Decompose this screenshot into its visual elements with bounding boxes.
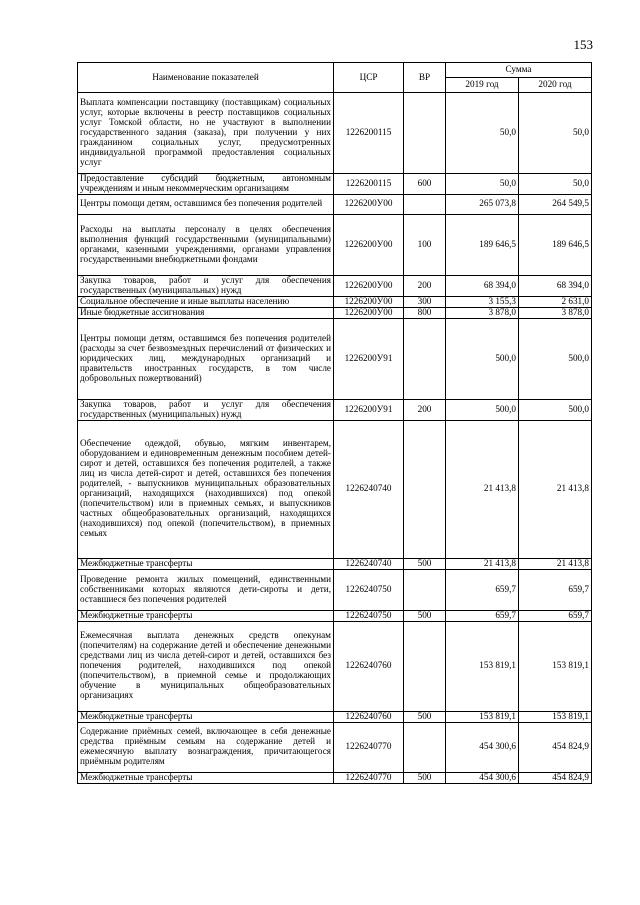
table-row: [78, 93, 592, 174]
row-amount-2019: 21 413,8: [446, 420, 519, 558]
header-csr: ЦСР: [334, 63, 404, 93]
row-amount-2020: 264 549,5: [519, 194, 592, 214]
row-vr: 800: [404, 307, 446, 318]
row-amount-2020: 21 413,8: [519, 420, 592, 558]
row-vr: [404, 318, 446, 399]
row-name: Социальное обеспечение и иные выплаты населению: [78, 296, 334, 307]
row-amount-2020: 153 819,1: [519, 711, 592, 722]
table-row: [78, 610, 592, 621]
row-name: Межбюджетные трансферты: [78, 558, 334, 569]
table-row: [78, 174, 592, 195]
row-amount-2019: 21 413,8: [446, 558, 519, 569]
row-amount-2019: 68 394,0: [446, 275, 519, 296]
row-amount-2019: 189 646,5: [446, 214, 519, 275]
table-row: [78, 722, 592, 772]
row-csr: 1226240740: [334, 420, 404, 558]
header-sum: Сумма: [446, 63, 592, 78]
row-name: Центры помощи детям, оставшимся без попечения родителей (расходы за счет безвозмездных перечислений от физических и юридических лиц, международных организаций и правительств иностранных государств, в том числе добровольных пожертвований): [78, 318, 334, 399]
header-year-2019: 2019 год: [446, 78, 519, 93]
row-name: Содержание приёмных семей, включающее в себя денежные средства приёмным семьям на содержание детей и ежемесячную выплату вознаграждения, причитающегося приёмным родителям: [78, 722, 334, 772]
row-amount-2019: 3 878,0: [446, 307, 519, 318]
row-vr: [404, 621, 446, 711]
table-body: [78, 93, 592, 784]
table-row: [78, 307, 592, 318]
row-amount-2020: 500,0: [519, 399, 592, 420]
table-row: [78, 420, 592, 558]
row-amount-2019: 454 300,6: [446, 722, 519, 772]
header-name: Наименование показателей: [78, 63, 334, 93]
header-year-2020: 2020 год: [519, 78, 592, 93]
row-vr: 200: [404, 275, 446, 296]
row-vr: 500: [404, 711, 446, 722]
row-vr: [404, 569, 446, 610]
row-csr: 1226200У00: [334, 214, 404, 275]
row-name: Иные бюджетные ассигнования: [78, 307, 334, 318]
row-amount-2019: 3 155,3: [446, 296, 519, 307]
row-name: Расходы на выплаты персоналу в целях обеспечения выполнения функций государственными (муниципальными) органами, казенными учреждениями, органами управления государственными внебюджетными фондами: [78, 214, 334, 275]
row-name: Закупка товаров, работ и услуг для обеспечения государственных (муниципальных) нужд: [78, 275, 334, 296]
row-vr: 300: [404, 296, 446, 307]
row-amount-2020: 500,0: [519, 318, 592, 399]
row-amount-2019: 153 819,1: [446, 711, 519, 722]
row-amount-2019: 50,0: [446, 93, 519, 174]
row-amount-2020: 21 413,8: [519, 558, 592, 569]
row-name: Межбюджетные трансферты: [78, 711, 334, 722]
row-vr: 500: [404, 610, 446, 621]
table-row: [78, 621, 592, 711]
row-csr: 1226200У00: [334, 307, 404, 318]
row-name: Проведение ремонта жилых помещений, единственными собственниками которых являются дети-сироты и дети, оставшиеся без попечения родителей: [78, 569, 334, 610]
table-row: [78, 399, 592, 420]
row-csr: 1226200115: [334, 93, 404, 174]
row-vr: [404, 722, 446, 772]
row-csr: 1226200У91: [334, 318, 404, 399]
row-amount-2019: 500,0: [446, 399, 519, 420]
row-name: Закупка товаров, работ и услуг для обеспечения государственных (муниципальных) нужд: [78, 399, 334, 420]
row-amount-2019: 50,0: [446, 174, 519, 195]
row-csr: 1226240750: [334, 569, 404, 610]
row-name: Межбюджетные трансферты: [78, 610, 334, 621]
row-amount-2020: 153 819,1: [519, 621, 592, 711]
row-amount-2020: 659,7: [519, 610, 592, 621]
row-name: Межбюджетные трансферты: [78, 772, 334, 783]
table-header: [78, 63, 592, 93]
row-vr: 500: [404, 772, 446, 783]
row-name: Центры помощи детям, оставшимся без попечения родителей: [78, 194, 334, 214]
row-vr: [404, 420, 446, 558]
row-amount-2020: 50,0: [519, 93, 592, 174]
row-vr: 200: [404, 399, 446, 420]
row-amount-2019: 659,7: [446, 610, 519, 621]
table-row: [78, 194, 592, 214]
row-amount-2020: 659,7: [519, 569, 592, 610]
page-number: 153: [573, 37, 593, 52]
row-amount-2019: 659,7: [446, 569, 519, 610]
row-csr: 1226240750: [334, 610, 404, 621]
row-name: Ежемесячная выплата денежных средств опекунам (попечителям) на содержание детей и обеспечение денежными средствами лиц из числа детей-сирот и детей, оставшихся без попечения родителей, находившихся под опекой (попечительством), в приемной семье и продолжающих обучение в муниципальных общеобразовательных организациях: [78, 621, 334, 711]
row-amount-2019: 500,0: [446, 318, 519, 399]
row-amount-2020: 3 878,0: [519, 307, 592, 318]
row-csr: 1226240770: [334, 722, 404, 772]
row-csr: 1226200115: [334, 174, 404, 195]
row-amount-2019: 265 073,8: [446, 194, 519, 214]
row-vr: [404, 194, 446, 214]
row-vr: 500: [404, 558, 446, 569]
row-csr: 1226200У00: [334, 194, 404, 214]
row-amount-2020: 189 646,5: [519, 214, 592, 275]
row-vr: 600: [404, 174, 446, 195]
row-amount-2020: 2 631,0: [519, 296, 592, 307]
table-row: [78, 296, 592, 307]
row-amount-2019: 454 300,6: [446, 772, 519, 783]
row-csr: 1226200У91: [334, 399, 404, 420]
row-name: Предоставление субсидий бюджетным, автономным учреждениям и иным некоммерческим организациям: [78, 174, 334, 195]
table-row: [78, 711, 592, 722]
row-amount-2019: 153 819,1: [446, 621, 519, 711]
row-amount-2020: 454 824,9: [519, 722, 592, 772]
row-vr: [404, 93, 446, 174]
row-name: Выплата компенсации поставщику (поставщикам) социальных услуг, которые включены в реестр поставщиков социальных услуг Томской области, но не участвуют в выполнении государственного задания (заказа), при получении у них гражданином социальных услуг, предусмотренных индивидуальной программой предоставления социальных услуг: [78, 93, 334, 174]
row-csr: 1226240770: [334, 772, 404, 783]
table-row: [78, 318, 592, 399]
header-vr: ВР: [404, 63, 446, 93]
table-row: [78, 558, 592, 569]
row-amount-2020: 68 394,0: [519, 275, 592, 296]
row-name: Обеспечение одеждой, обувью, мягким инвентарем, оборудованием и единовременным денежным пособием детей-сирот и детей, оставшихся без попечения родителей, а также лиц из числа детей-сирот и детей, оставшихся без попечения родителей, - выпускников муниципальных образовательных организаций, находящихся (находившихся) под опекой (попечительством) или в приемных семьях, и выпускников частных общеобразовательных организаций, находящихся (находившихся) под опекой (попечительством), в приемных семьях: [78, 420, 334, 558]
row-vr: 100: [404, 214, 446, 275]
budget-table: [77, 62, 592, 784]
row-csr: 1226240760: [334, 711, 404, 722]
table-row: [78, 214, 592, 275]
row-csr: 1226200У00: [334, 296, 404, 307]
row-csr: 1226200У00: [334, 275, 404, 296]
row-amount-2020: 50,0: [519, 174, 592, 195]
row-amount-2020: 454 824,9: [519, 772, 592, 783]
row-csr: 1226240740: [334, 558, 404, 569]
table-row: [78, 569, 592, 610]
table-row: [78, 275, 592, 296]
row-csr: 1226240760: [334, 621, 404, 711]
table-row: [78, 772, 592, 783]
